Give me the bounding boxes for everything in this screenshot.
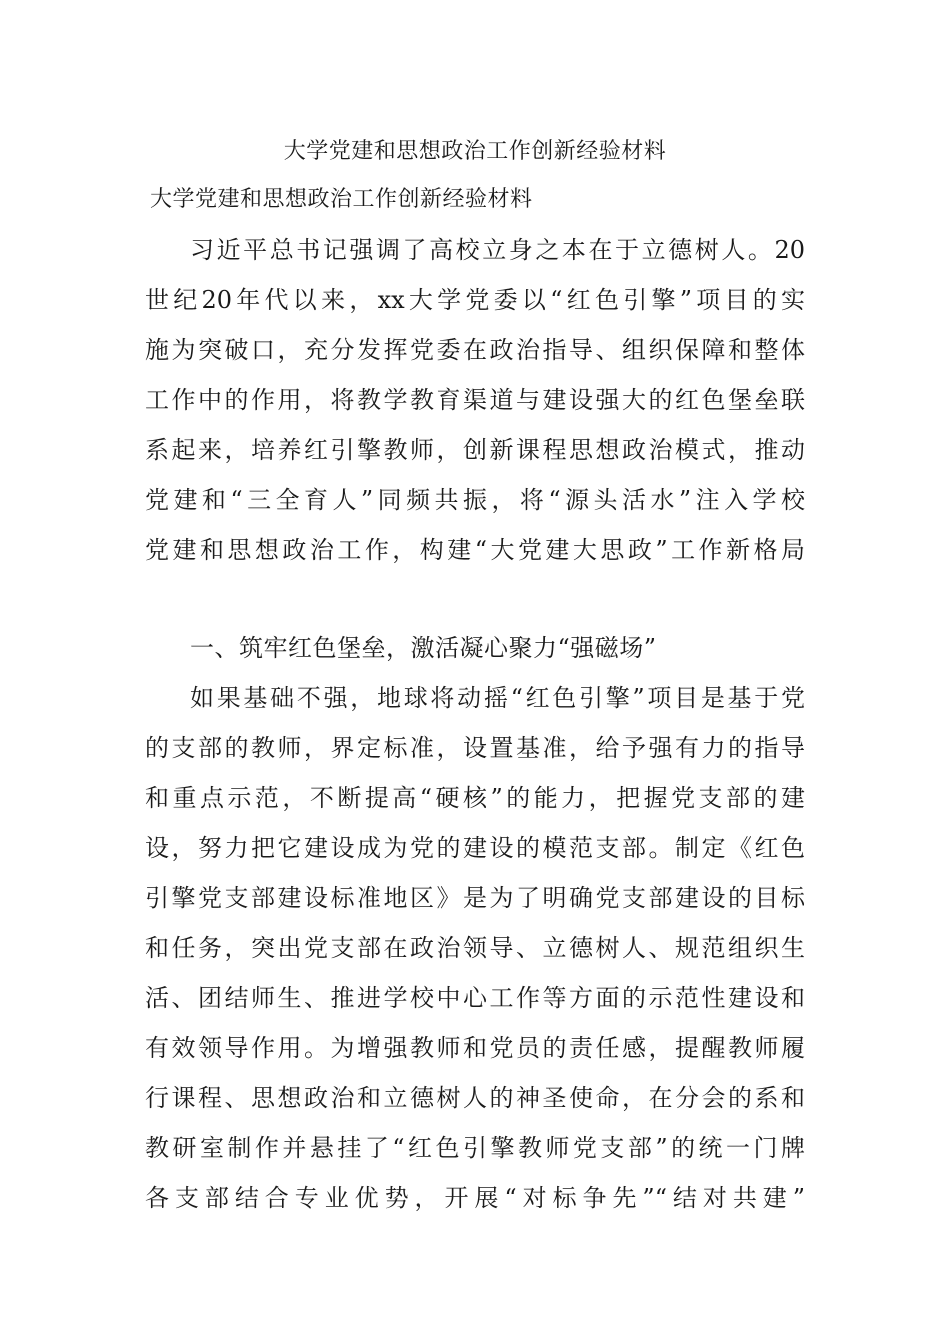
paragraph-line: 如果基础不强，地球将动摇“红色引擎”项目是基于党	[190, 684, 805, 712]
document-title: 大学党建和思想政治工作创新经验材料	[283, 139, 667, 164]
paragraph-line: 党建和“三全育人”同频共振，将“源头活水”注入学校	[145, 486, 805, 514]
paragraph-line: 系起来，培养红引擎教师，创新课程思想政治模式，推动	[145, 436, 805, 464]
paragraph-line: 习近平总书记强调了高校立身之本在于立德树人。20	[190, 236, 805, 264]
paragraph-line: 党建和思想政治工作，构建“大党建大思政”工作新格局	[145, 536, 805, 564]
paragraph-line: 活、团结师生、推进学校中心工作等方面的示范性建设和	[145, 984, 805, 1012]
paragraph-line: 各支部结合专业优势，开展“对标争先”“结对共建”	[145, 1184, 805, 1212]
paragraph-line: 设，努力把它建设成为党的建设的模范支部。制定《红色	[145, 834, 805, 862]
paragraph-line: 教研室制作并悬挂了“红色引擎教师党支部”的统一门牌	[145, 1134, 805, 1162]
paragraph-line: 引擎党支部建设标准地区》是为了明确党支部建设的目标	[145, 884, 805, 912]
paragraph-line: 工作中的作用，将教学教育渠道与建设强大的红色堡垒联	[145, 386, 805, 414]
paragraph-line: 有效领导作用。为增强教师和党员的责任感，提醒教师履	[145, 1034, 805, 1062]
paragraph-line: 的支部的教师，界定标准，设置基准，给予强有力的指导	[145, 734, 805, 762]
section-heading: 一、筑牢红色堡垒，激活凝心聚力“强磁场”	[190, 634, 657, 662]
paragraph-line: 和任务，突出党支部在政治领导、立德树人、规范组织生	[145, 934, 805, 962]
paragraph-line: 行课程、思想政治和立德树人的神圣使命，在分会的系和	[145, 1084, 805, 1112]
paragraph-line: 和重点示范，不断提高“硬核”的能力，把握党支部的建	[145, 784, 805, 812]
paragraph-line: 世纪20年代以来，xx大学党委以“红色引擎”项目的实	[145, 286, 805, 314]
document-subtitle: 大学党建和思想政治工作创新经验材料	[150, 187, 533, 212]
paragraph-line: 施为突破口，充分发挥党委在政治指导、组织保障和整体	[145, 336, 805, 364]
